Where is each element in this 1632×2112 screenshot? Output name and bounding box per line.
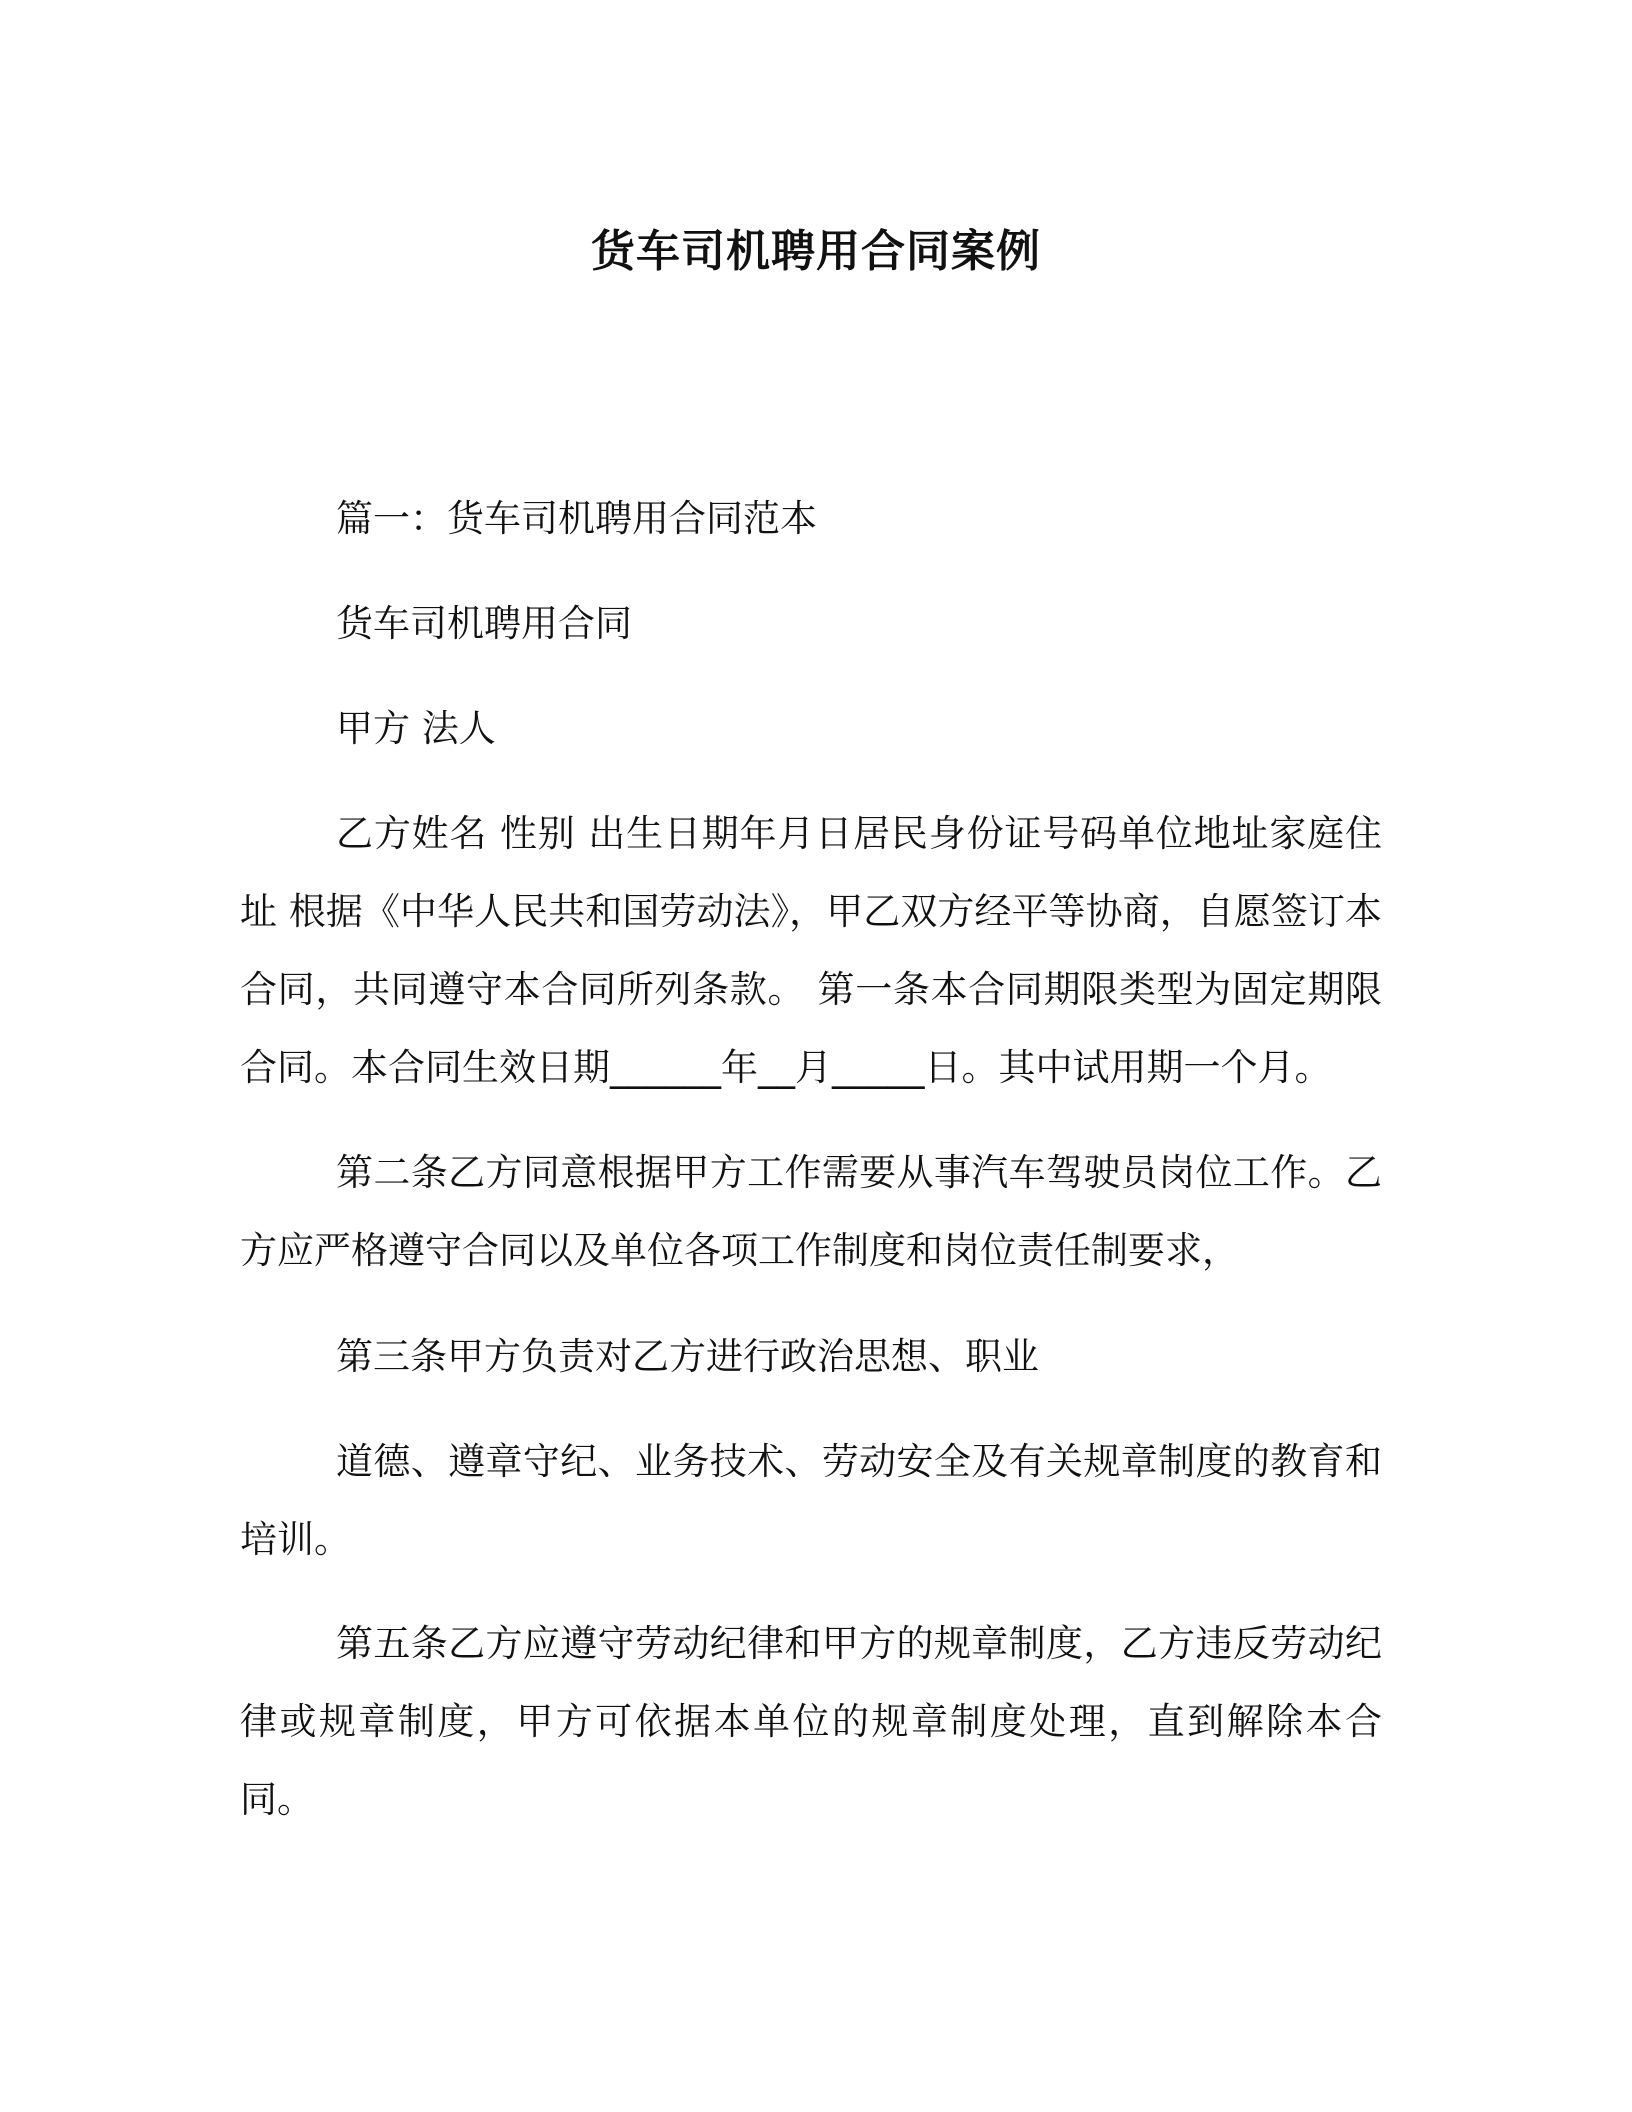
document-title: 货车司机聘用合同案例 [591, 226, 1041, 277]
party-b-paragraph: 乙方姓名 性别 出生日期年月日居民身份证号码单位地址家庭住址 根据《中华人民共和国劳动法》，甲乙双方经平等协商，自愿签订本合同，共同遵守本合同所列条款。 第一条本合同期限类型为固定期限合同。本合同生效日期______年__月_____日。其中试用期一个月。 [240, 812, 1382, 1089]
party-a-paragraph: 甲方 法人 [336, 707, 496, 750]
training-paragraph: 道德、遵章守纪、业务技术、劳动安全及有关规章制度的教育和培训。 [240, 1440, 1382, 1561]
section-heading: 篇一：货车司机聘用合同范本 [336, 497, 817, 540]
article-5-paragraph: 第五条乙方应遵守劳动纪律和甲方的规章制度，乙方违反劳动纪律或规章制度，甲方可依据本单位的规章制度处理，直到解除本合同。 [240, 1622, 1382, 1821]
article-2-paragraph: 第二条乙方同意根据甲方工作需要从事汽车驾驶员岗位工作。乙方应严格遵守合同以及单位各项工作制度和岗位责任制要求， [240, 1151, 1382, 1272]
contract-subtitle: 货车司机聘用合同 [336, 602, 632, 645]
article-3-paragraph: 第三条甲方负责对乙方进行政治思想、职业 [336, 1335, 1039, 1378]
